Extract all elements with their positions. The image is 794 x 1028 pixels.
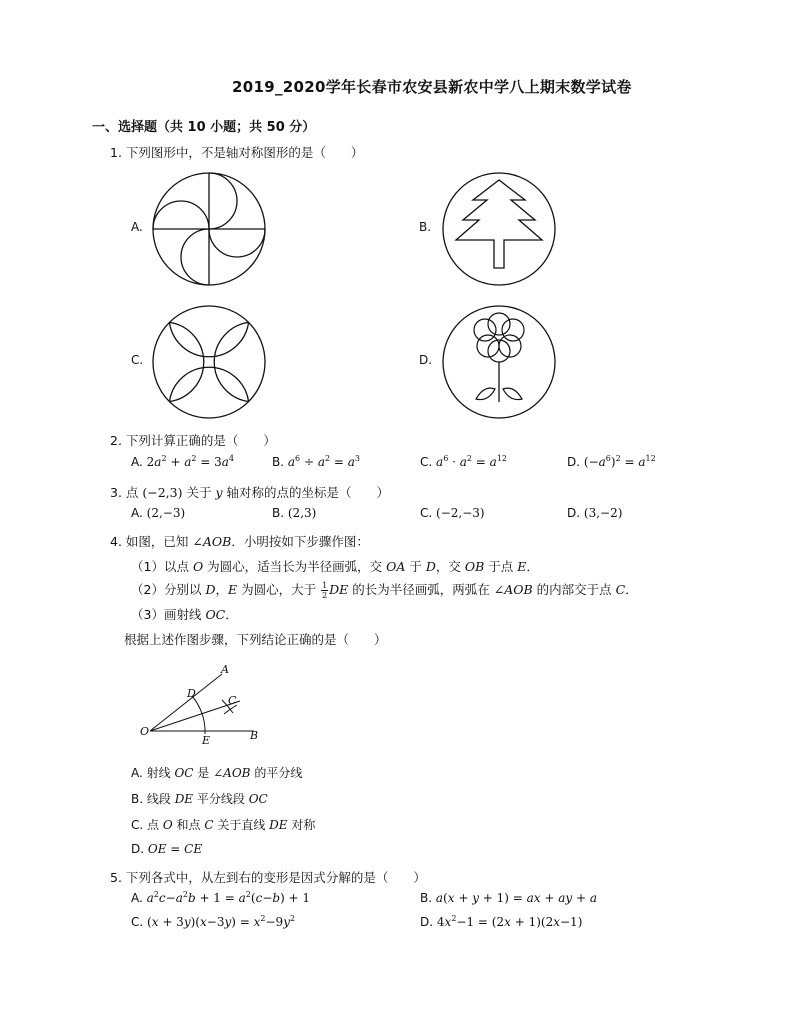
q4-prompt: 根据上述作图步骤，下列结论正确的是（ ） (124, 632, 387, 647)
q1-figure-b (440, 170, 558, 288)
figure-label-e: E (202, 734, 211, 747)
q2-option-a: A. $2a^2 + a^2 = 3a^4$ (131, 454, 235, 469)
q3-option-b: B. (2,3) (272, 506, 317, 520)
page-title: 2019_2020学年长春市农安县新农中学八上期末数学试卷 (232, 78, 632, 96)
section-heading: 一、选择题（共 10 小题；共 50 分） (92, 120, 316, 135)
q1-option-c-label: C. (131, 353, 144, 367)
q3-option-c: C. (−2,−3) (420, 506, 485, 520)
q1-option-d-label: D. (419, 353, 433, 367)
q1-figure-c (150, 303, 268, 421)
q3-option-a: A. (2,−3) (131, 506, 186, 520)
q5-option-d: D. $4x^2-1 = (2x + 1)(2x-1)$ (420, 914, 583, 929)
figure-label-c: C (228, 694, 237, 707)
q1-option-a-label: A. (131, 220, 143, 234)
q4-option-d: D. OE = CE (131, 842, 203, 856)
q1-option-b-label: B. (419, 220, 432, 234)
q5-option-a: A. $a^2c-a^2b + 1 = a^2(c-b) + 1$ (131, 890, 311, 905)
q4-option-c: C. 点 O 和点 C 关于直线 DE 对称 (131, 818, 316, 832)
q2-option-b: B. $a^6 \div a^2 = a^3$ (272, 454, 360, 469)
q4-step-2: （2）分别以 D，E 为圆心，大于 $\frac{1}{2}$ DE 的长为半径画弧，两弧在 ∠AOB 的内部交于点 C． (131, 581, 638, 600)
q4-option-a: A. 射线 OC 是 ∠AOB 的平分线 (131, 766, 303, 780)
fraction-one-half: $\frac{1}{2}$ (322, 581, 328, 600)
q4-step-1: （1）以点 O 为圆心，适当长为半径画弧，交 OA 于 D，交 OB 于点 E． (131, 559, 539, 574)
figure-label-d: D (187, 687, 196, 700)
question-3-stem: 3. 点 (−2,3) 关于 y 轴对称的点的坐标是（ ） (110, 485, 389, 500)
q5-option-b: B. a(x + y + 1) = ax + ay + a (420, 891, 598, 905)
q4-option-b: B. 线段 DE 平分线段 OC (131, 792, 268, 806)
figure-label-b: B (250, 729, 259, 742)
figure-label-o: O (140, 725, 150, 738)
question-1-stem: 1. 下列图形中，不是轴对称图形的是（ ） (110, 145, 364, 160)
q2-option-c: C. $a^6 \cdot a^2 = a^{12}$ (420, 454, 508, 469)
q4-angle-figure (136, 660, 271, 746)
question-5-stem: 5. 下列各式中，从左到右的变形是因式分解的是（ ） (110, 870, 426, 885)
question-2-stem: 2. 下列计算正确的是（ ） (110, 433, 276, 448)
question-4-stem: 4. 如图，已知 ∠AOB．小明按如下步骤作图： (110, 534, 369, 549)
q4-step-3: （3）画射线 OC． (131, 607, 238, 622)
q5-option-c: C. $(x + 3y)(x-3y) = x^2-9y^2$ (131, 914, 296, 929)
q3-option-d: D. (3,−2) (567, 506, 623, 520)
figure-label-a: A (221, 663, 229, 676)
q1-figure-d (440, 303, 558, 421)
q1-figure-a (150, 170, 268, 288)
q2-option-d: D. $(-a^6)^2 = a^{12}$ (567, 454, 656, 469)
